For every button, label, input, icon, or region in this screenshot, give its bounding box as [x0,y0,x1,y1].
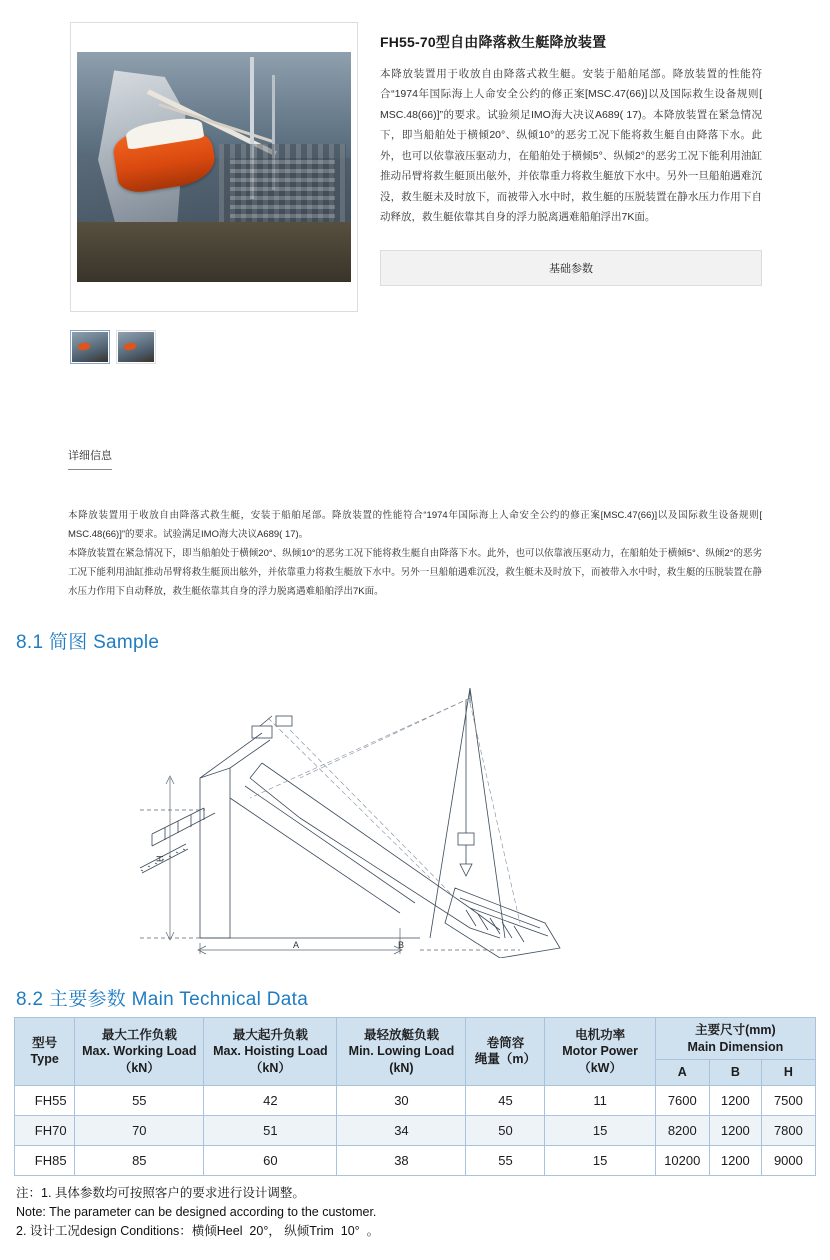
basic-parameters-button[interactable]: 基础参数 [380,250,762,286]
col-motor-power [545,1018,655,1086]
detail-body [68,506,762,601]
cell-hoisting: 51 [204,1115,337,1145]
photo-deck [77,222,351,282]
product-gallery [70,22,358,364]
detail-section [0,446,830,601]
col-lowing-load [337,1018,466,1086]
thumbnail-1-image [72,332,108,362]
col-working-load [75,1018,204,1086]
table-notes [0,1176,830,1260]
table-row [15,1115,816,1145]
col-type [15,1018,75,1086]
sample-diagram [0,658,830,958]
cell-drum: 45 [466,1085,545,1115]
thumbnail-1[interactable] [70,330,110,364]
detail-paragraph-1: 本降放装置用于收放自由降落式救生艇，安装于船舶尾部。降放装置的性能符合“1974年国际海上人命安全公约的修正案[MSC.47(66)]以及国际救生设备规则[ MSC.48(66)]”的要求。试验满足IMO海大决议A689( 17)。 [68,510,762,540]
cell-power: 11 [545,1085,655,1115]
col-motor-power-cn: 电机功率 [575,1027,626,1042]
cell-lowing: 30 [337,1085,466,1115]
col-working-load-cn: 最大工作负载 [101,1027,177,1042]
col-motor-power-en: Motor Power（kW） [562,1044,638,1075]
col-lowing-load-cn: 最轻放艇负载 [363,1027,439,1042]
col-dim-b: B [709,1060,761,1086]
note-line-3: 2. 设计工况design Conditions：横倾Heel 20°， 纵倾Trim 10° 。 [16,1224,380,1239]
col-main-dimension-en: Main Dimension [687,1039,784,1054]
cell-hoisting: 42 [204,1085,337,1115]
table-row [15,1085,816,1115]
spec-table-body [15,1085,816,1175]
main-image-frame[interactable] [70,22,358,312]
spec-header-row-1 [15,1018,816,1060]
col-main-dimension [655,1018,815,1060]
cell-dim-b: 1200 [709,1085,761,1115]
col-working-load-en: Max. Working Load（kN） [82,1044,197,1075]
note-line-1: 注：1. 具体参数均可按照客户的要求进行设计调整。 [16,1185,305,1200]
cell-drum: 55 [466,1145,545,1175]
cell-dim-h: 7500 [761,1085,815,1115]
col-dim-h: H [761,1060,815,1086]
cell-type: FH85 [15,1145,75,1175]
cell-dim-h: 7800 [761,1115,815,1145]
thumbnail-2-image [118,332,154,362]
thumbnail-strip [70,330,358,364]
product-info [380,22,762,364]
cell-hoisting: 60 [204,1145,337,1175]
cell-dim-b: 1200 [709,1145,761,1175]
cell-lowing: 34 [337,1115,466,1145]
table-row [15,1145,816,1175]
col-drum-rope-cn: 卷筒容 [486,1035,525,1050]
col-hoisting-load-cn: 最大起升负载 [232,1027,308,1042]
col-hoisting-load [204,1018,337,1086]
cell-working: 85 [75,1145,204,1175]
col-hoisting-load-en: Max. Hoisting Load（kN） [213,1044,328,1075]
cell-dim-h: 9000 [761,1145,815,1175]
dimension-label-a: A [293,940,300,950]
cell-working: 70 [75,1115,204,1145]
lifeboat-davit-photo [77,52,351,282]
cell-dim-b: 1200 [709,1115,761,1145]
spec-table-head [15,1018,816,1086]
sample-diagram-svg [0,658,830,958]
cell-working: 55 [75,1085,204,1115]
cell-lowing: 38 [337,1145,466,1175]
col-dim-a: A [655,1060,709,1086]
col-lowing-load-en: Min. Lowing Load (kN) [348,1044,455,1075]
cell-dim-a: 10200 [655,1145,709,1175]
detail-heading: 详细信息 [68,447,112,470]
product-description: 本降放装置用于收放自由降落式救生艇。安装于船舶尾部。降放装置的性能符合“1974年国际海上人命安全公约的修正案[MSC.47(66)]以及国际救生设备规则[ MSC.48(66)]”的要求。试验须足IMO海大决议A689( 17)。本降放装置在紧急情况下，即当船舶处于横倾20°、纵倾10°的恶劣工况下能将救生艇自由降落下水。此外，也可以依靠液压驱动力，在船舶处于横倾5°、纵倾2°的恶劣工况下能利用油缸推动吊臂将救生艇顶出舷外，并依靠重力将救生艇放下水中。另外一旦船舶遇难沉没，救生艇未及时放下，而被带入水中时，救生艇的压脱装置在静水压力作用下自动释放，救生艇依靠其自身的浮力脱离遇难船舶浮出7K面。 [380,68,762,224]
col-type-en: Type [30,1052,59,1067]
col-drum-rope-en: 绳量（m） [474,1052,537,1067]
spec-table-wrap [0,1017,830,1176]
cell-type: FH70 [15,1115,75,1145]
cell-type: FH55 [15,1085,75,1115]
section-sample-title: 8.1 简图 Sample [16,632,160,653]
thumbnail-2[interactable] [116,330,156,364]
spec-table [14,1017,816,1176]
col-drum-rope [466,1018,545,1086]
col-type-cn: 型号 [32,1035,58,1050]
col-main-dimension-cn: 主要尺寸(mm) [695,1023,776,1037]
detail-paragraph-2: 本降放装置在紧急情况下，即当船舶处于横倾20°、纵倾10°的恶劣工况下能将救生艇自由降落下水。此外，也可以依靠液压驱动力，在船舶处于横倾5°、纵倾2°的恶劣工况下能利用油缸推动吊臂将救生艇顶出舷外，并依靠重力将救生艇放下水中。另外一旦船舶遇难沉没，救生艇未及时放下，而被带入水中时，救生艇的压脱装置在静水压力作用下自动释放，救生艇依靠其自身的浮力脱离遇难船舶浮出7K面。 [68,548,762,597]
cell-dim-a: 7600 [655,1085,709,1115]
section-tech-title: 8.2 主要参数 Main Technical Data [16,989,309,1010]
cell-dim-a: 8200 [655,1115,709,1145]
cell-drum: 50 [466,1115,545,1145]
dimension-label-b: B [398,940,405,950]
cell-power: 15 [545,1145,655,1175]
product-overview [0,0,830,364]
cell-power: 15 [545,1115,655,1145]
dimension-label-h: H [155,855,165,862]
note-line-2: Note: The parameter can be designed according to the customer. [16,1204,377,1219]
product-title: FH55-70型自由降落救生艇降放装置 [380,34,607,50]
